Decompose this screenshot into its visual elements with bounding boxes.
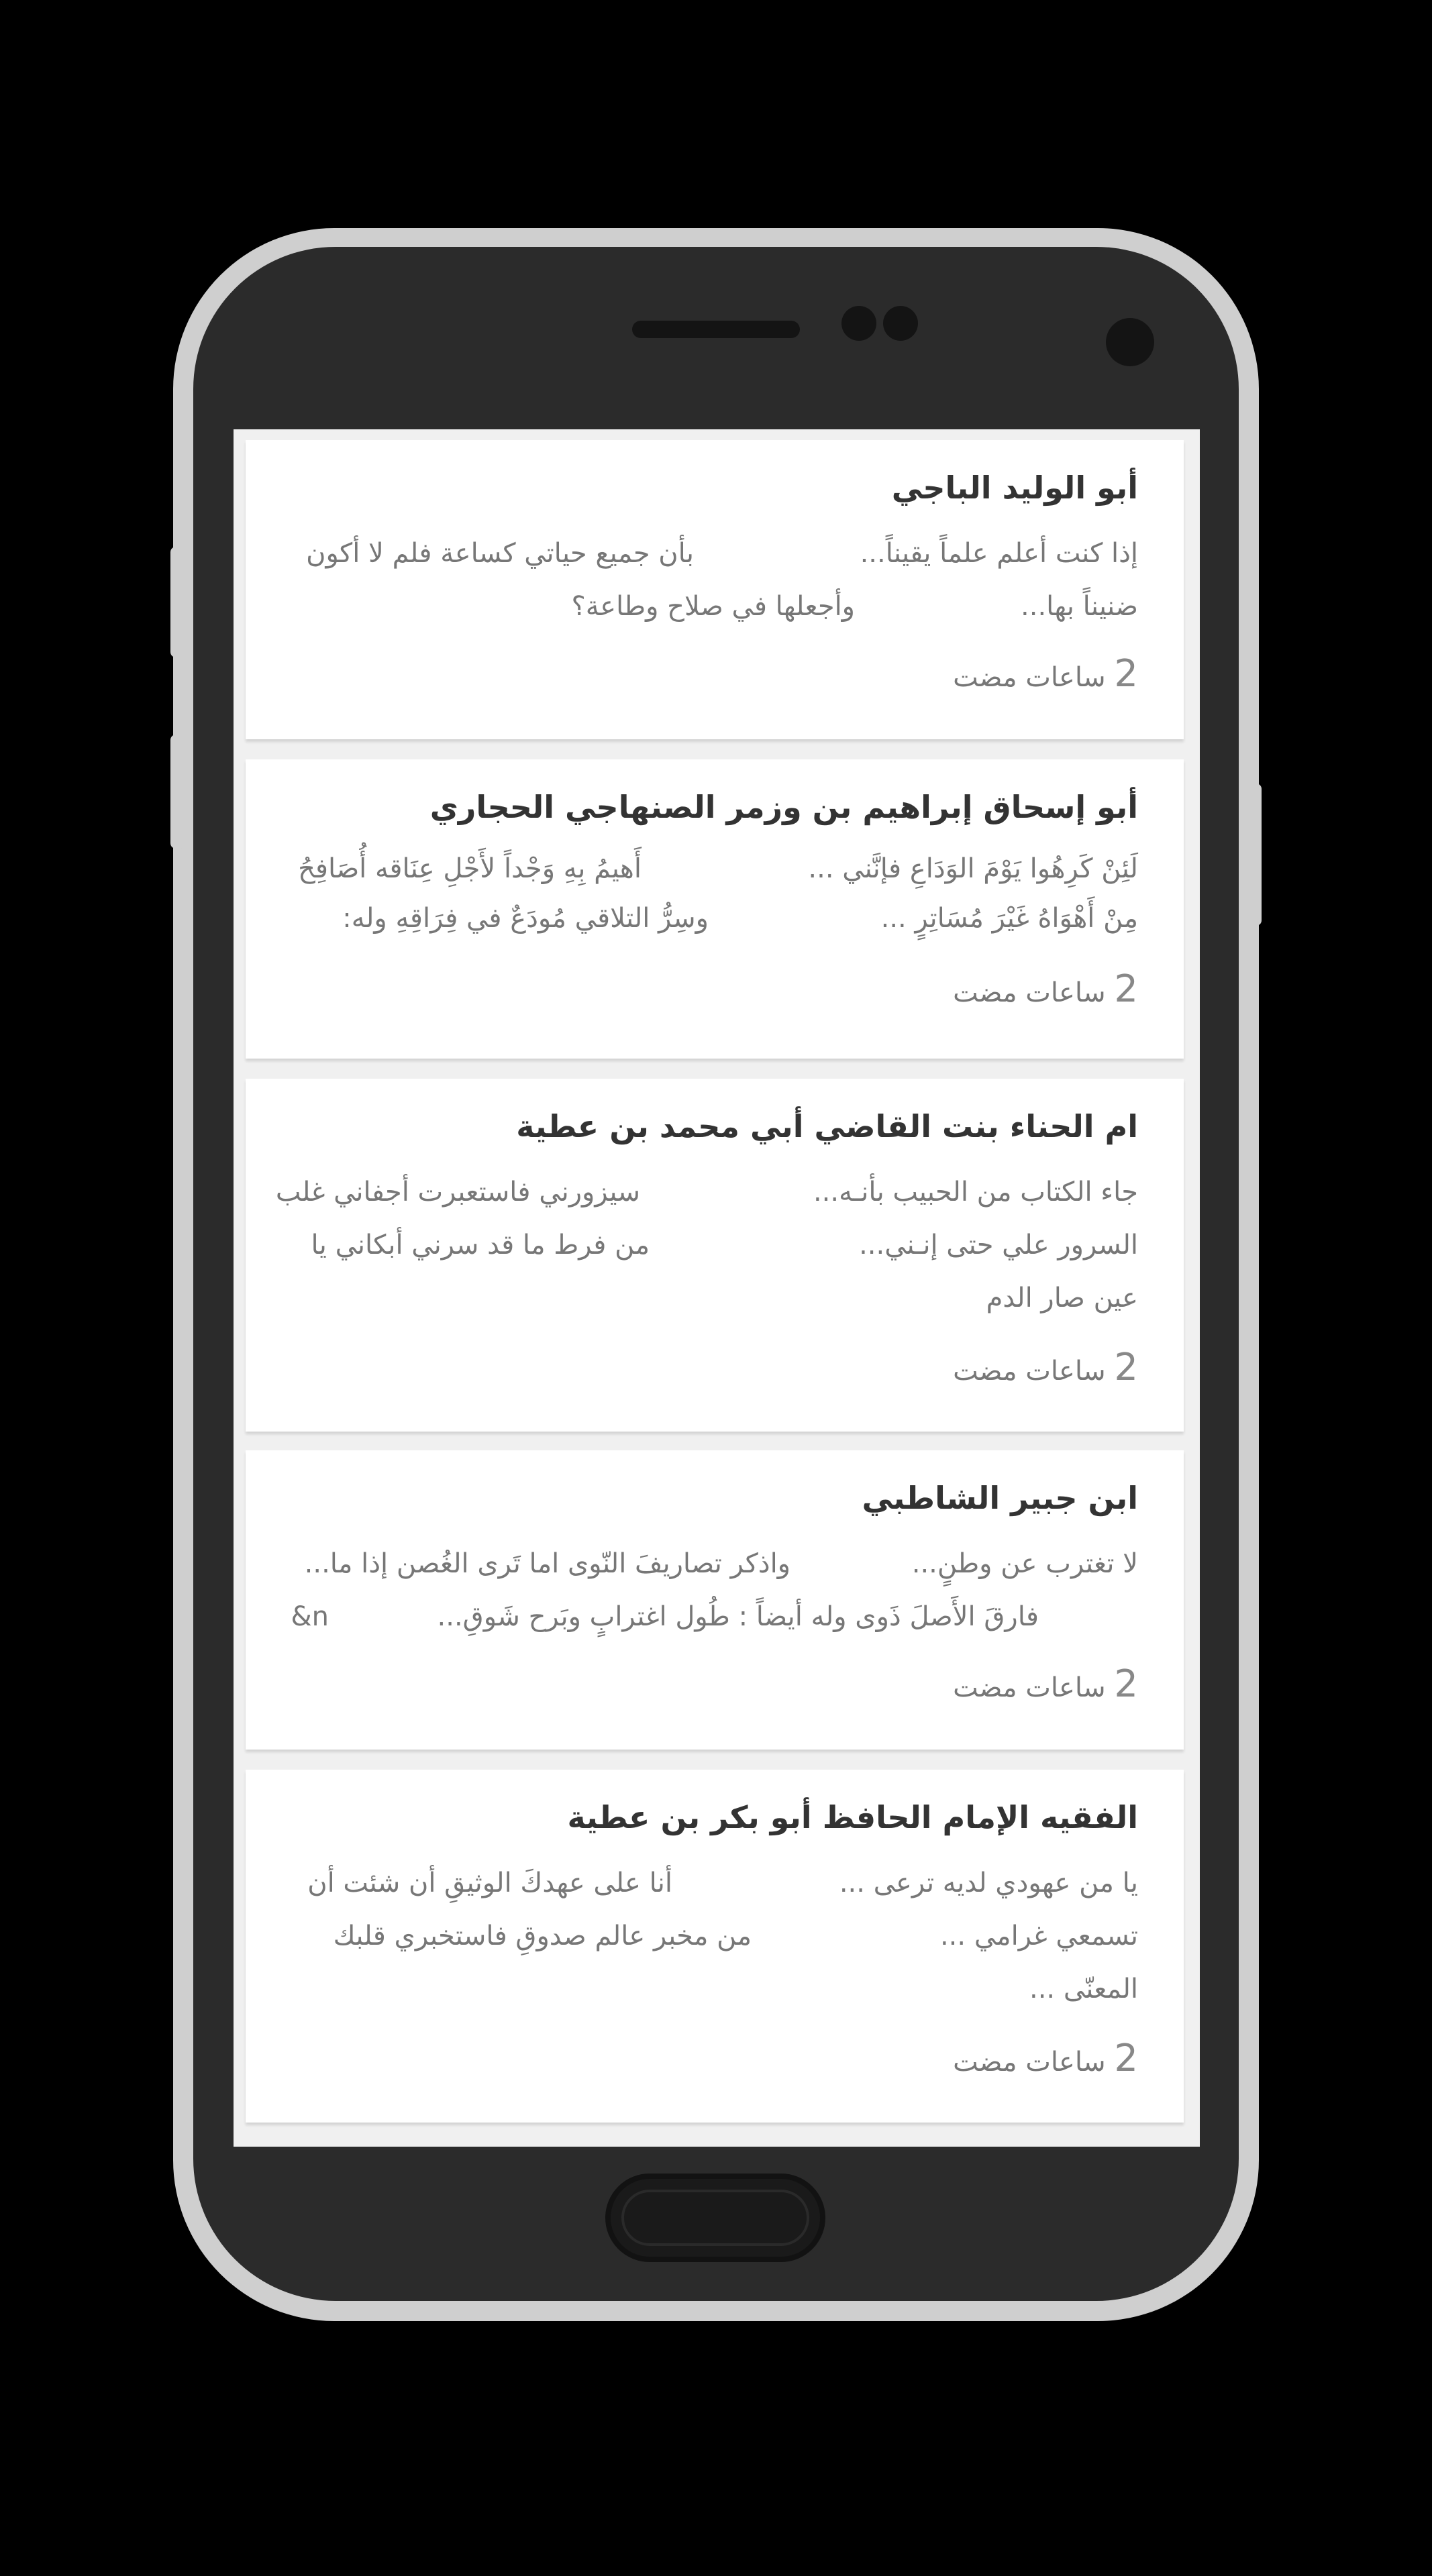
first-hemistich: فارقَ الأَصلَ ذَوى وله أيضاً : طُول اغترابٍ وبَرح شَوقِ...: [437, 1601, 1039, 1632]
poem-excerpt: [266, 1548, 1138, 1654]
earpiece-speaker: [632, 321, 800, 338]
poem-line: [266, 538, 1138, 591]
second-hemistich: n&: [291, 1601, 329, 1632]
poem-line: [266, 853, 1138, 903]
first-hemistich: جاء الكتاب من الحبيب بأنـه...: [813, 1177, 1138, 1208]
post-card[interactable]: [246, 1079, 1184, 1432]
proximity-sensor: [841, 306, 876, 341]
first-hemistich: ضنيناً بها...: [1021, 591, 1138, 622]
time-label: ساعات مضت: [953, 1356, 1106, 1387]
light-sensor: [883, 306, 918, 341]
second-hemistich: وأجعلها في صلاح وطاعة؟: [571, 591, 855, 622]
post-card[interactable]: [246, 1450, 1184, 1750]
post-card[interactable]: [246, 1770, 1184, 2123]
time-label: ساعات مضت: [953, 662, 1106, 693]
first-hemistich: إذا كنت أعلم علماً يقيناً...: [860, 538, 1138, 569]
poem-line: [266, 1868, 1138, 1921]
poem-excerpt: [266, 1868, 1138, 2027]
post-time: [953, 1346, 1138, 1389]
second-hemistich: من مخبر عالم صدوقِ فاستخبري قلبك: [333, 1921, 752, 1951]
post-time: [953, 1662, 1138, 1706]
second-hemistich: وسِرُّ التلاقي مُودَعٌ في فِرَاقِهِ وله:: [342, 903, 709, 934]
poet-name: أبو الوليد الباجي: [891, 470, 1138, 506]
post-card[interactable]: [246, 440, 1184, 739]
first-hemistich: مِنْ أَهْوَاهُ غَيْرَ مُسَاتِرٍ ...: [880, 903, 1138, 934]
poem-line: [266, 1230, 1138, 1283]
post-time: [953, 967, 1138, 1011]
poem-line: [266, 1601, 1138, 1654]
poem-excerpt: [266, 1177, 1138, 1336]
home-button: [605, 2174, 825, 2262]
time-number: 2: [1114, 1662, 1138, 1706]
poet-name: ام الحناء بنت القاضي أبي محمد بن عطية: [516, 1108, 1138, 1144]
volume-down-button: [170, 735, 185, 849]
post-time: [953, 652, 1138, 696]
second-hemistich: واذكر تصاريفَ النّوى اما تَرى الغُصن إذا ما...: [304, 1548, 790, 1579]
time-number: 2: [1114, 967, 1138, 1011]
second-hemistich: أنا على عهدكَ الوثيقِ أن شئت أن: [307, 1868, 672, 1898]
first-hemistich: المعنّى ...: [1029, 1974, 1138, 2004]
first-hemistich: يا من عهودي لديه ترعى ...: [839, 1868, 1138, 1898]
first-hemistich: السرور علي حتى إنـني...: [859, 1230, 1138, 1260]
first-hemistich: عين صار الدم: [986, 1283, 1138, 1313]
second-hemistich: أَهيمُ بِهِ وَجْداً لأَجْلِ عِنَاقه أُصَافِحُ: [298, 853, 642, 884]
poem-line: [266, 1548, 1138, 1601]
second-hemistich: من فرط ما قد سرني أبكاني يا: [311, 1230, 650, 1260]
front-camera: [1106, 318, 1154, 366]
first-hemistich: تسمعي غرامي ...: [939, 1921, 1138, 1951]
post-card[interactable]: [246, 759, 1184, 1059]
poem-line: [266, 1177, 1138, 1230]
time-number: 2: [1114, 2037, 1138, 2080]
time-number: 2: [1114, 1346, 1138, 1389]
poem-line: [266, 1283, 1138, 1336]
poet-name: الفقيه الإمام الحافظ أبو بكر بن عطية: [567, 1799, 1138, 1835]
time-label: ساعات مضت: [953, 977, 1106, 1008]
poem-line: [266, 1921, 1138, 1974]
poem-line: [266, 1974, 1138, 2027]
time-number: 2: [1114, 652, 1138, 696]
second-hemistich: سيزورني فاستعبرت أجفاني غلب: [275, 1177, 640, 1208]
poem-excerpt: [266, 853, 1138, 953]
power-button: [1247, 784, 1262, 926]
poet-name: ابن جبير الشاطبي: [862, 1480, 1138, 1516]
first-hemistich: لَئِنْ كَرِهُوا يَوْمَ الوَدَاعِ فإنَّني ...: [808, 853, 1138, 884]
app-screen: [234, 429, 1200, 2147]
time-label: ساعات مضت: [953, 2047, 1106, 2078]
time-label: ساعات مضت: [953, 1672, 1106, 1703]
poet-name: أبو إسحاق إبراهيم بن وزمر الصنهاجي الحجاري: [429, 789, 1138, 825]
poem-excerpt: [266, 538, 1138, 644]
first-hemistich: لا تغترب عن وطنٍ...: [911, 1548, 1138, 1579]
second-hemistich: بأن جميع حياتي كساعة فلم لا أكون: [306, 538, 694, 569]
poem-line: [266, 591, 1138, 644]
volume-up-button: [170, 547, 185, 657]
post-time: [953, 2037, 1138, 2080]
poem-line: [266, 903, 1138, 953]
